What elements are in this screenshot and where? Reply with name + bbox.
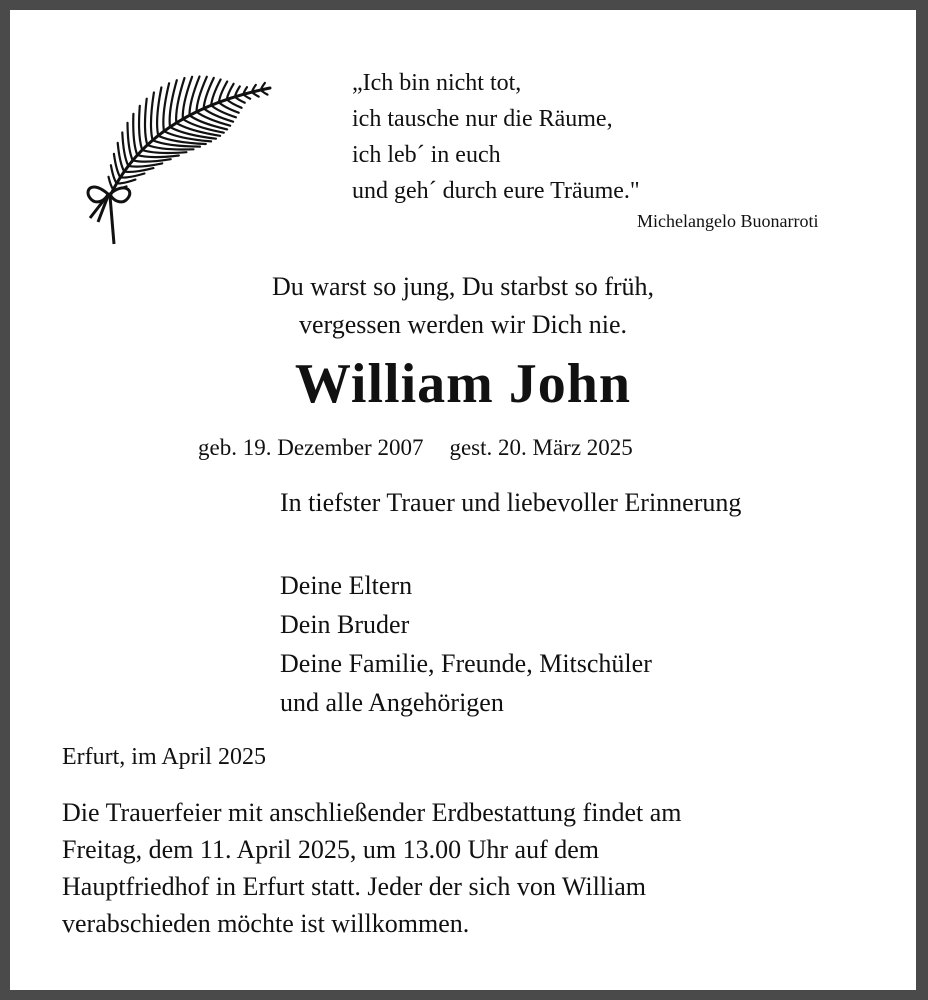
quote-author: Michelangelo Buonarroti (637, 211, 819, 231)
life-dates (198, 435, 633, 461)
deceased-name: William John (294, 353, 632, 415)
death-date: gest. 20. März 2025 (449, 435, 633, 460)
notice-line: Freitag, dem 11. April 2025, um 13.00 Uhr auf dem (62, 835, 600, 864)
quote-block (352, 65, 640, 209)
notice-line: Hauptfriedhof in Erfurt statt. Jeder der sich von William (62, 872, 647, 901)
verse-line-2: vergessen werden wir Dich nie. (298, 310, 628, 339)
notice-line: Die Trauerfeier mit anschließender Erdbestattung findet am (62, 798, 682, 827)
quote-line: und geh´ durch eure Träume." (352, 178, 640, 204)
quote-line: „Ich bin nicht tot, (352, 70, 522, 96)
signer: Dein Bruder (280, 610, 410, 639)
quote-line: ich leb´ in euch (352, 142, 501, 168)
obituary-card (10, 10, 916, 990)
place-date: Erfurt, im April 2025 (62, 744, 266, 770)
signer: Deine Familie, Freunde, Mitschüler (280, 649, 652, 678)
signers-list (280, 566, 652, 722)
signer: Deine Eltern (280, 571, 413, 600)
mourning-intro: In tiefster Trauer und liebevoller Erinnerung (280, 488, 742, 517)
verse-line-1: Du warst so jung, Du starbst so früh, (271, 272, 655, 301)
palm-frond-with-ribbon-icon (80, 72, 280, 252)
quote-line: ich tausche nur die Räume, (352, 106, 613, 132)
birth-date: geb. 19. Dezember 2007 (198, 435, 424, 460)
funeral-notice (62, 794, 681, 942)
notice-line: verabschieden möchte ist willkommen. (62, 909, 470, 938)
signer: und alle Angehörigen (280, 688, 504, 717)
